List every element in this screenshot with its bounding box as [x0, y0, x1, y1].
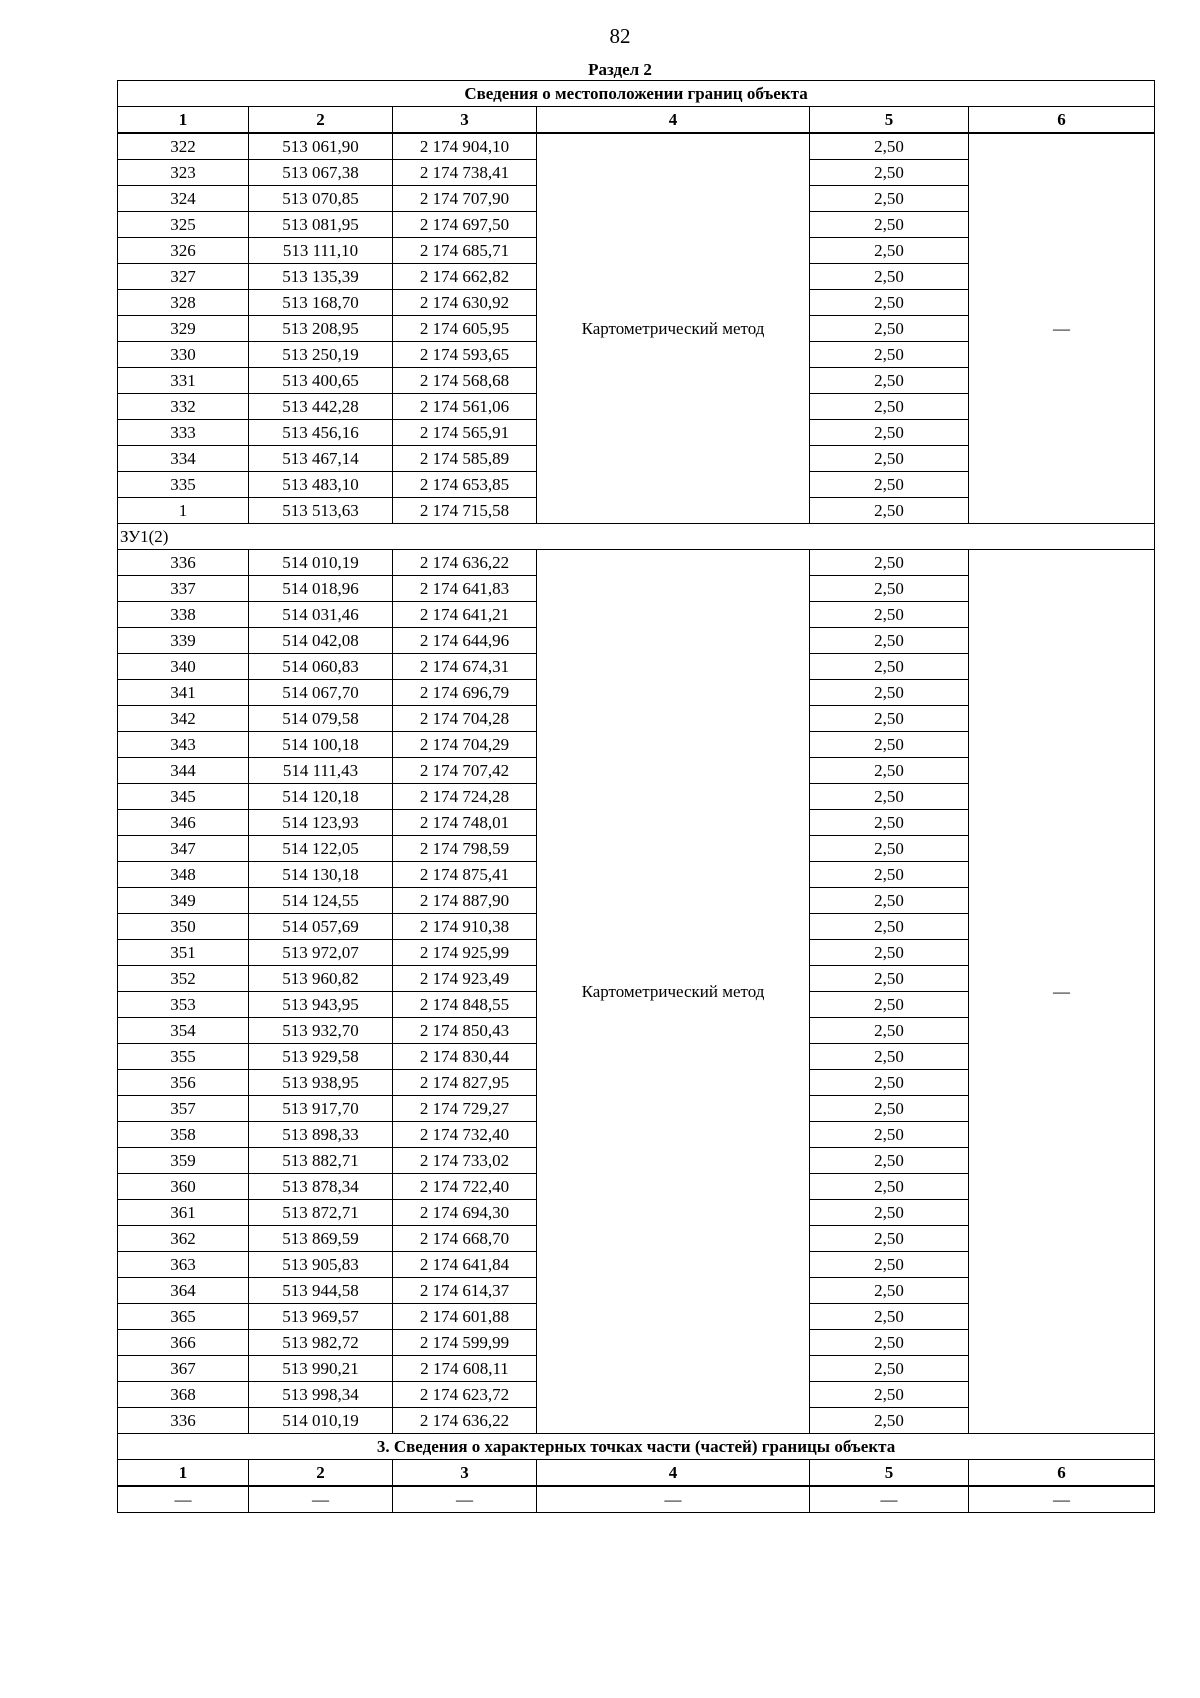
y-coordinate-cell: 2 174 644,96	[393, 628, 537, 654]
x-coordinate-cell: 513 960,82	[249, 966, 393, 992]
table-title: Сведения о местоположении границ объекта	[118, 81, 1155, 107]
y-coordinate-cell: 2 174 605,95	[393, 316, 537, 342]
x-coordinate-cell: 514 057,69	[249, 914, 393, 940]
x-coordinate-cell: 514 067,70	[249, 680, 393, 706]
accuracy-cell: 2,50	[810, 1330, 969, 1356]
x-coordinate-cell: 514 031,46	[249, 602, 393, 628]
point-number-cell: 355	[118, 1044, 249, 1070]
point-number-cell: 322	[118, 133, 249, 160]
x-coordinate-cell: 514 124,55	[249, 888, 393, 914]
method-cell: Картометрический метод	[537, 550, 810, 1434]
accuracy-cell: 2,50	[810, 472, 969, 498]
y-coordinate-cell: 2 174 704,28	[393, 706, 537, 732]
header-row	[118, 107, 1155, 134]
y-coordinate-cell: 2 174 601,88	[393, 1304, 537, 1330]
y-coordinate-cell: 2 174 674,31	[393, 654, 537, 680]
x-coordinate-cell: 514 123,93	[249, 810, 393, 836]
y-coordinate-cell: 2 174 585,89	[393, 446, 537, 472]
subgroup-label: ЗУ1(2)	[118, 524, 1155, 550]
y-coordinate-cell: 2 174 722,40	[393, 1174, 537, 1200]
point-number-cell: 334	[118, 446, 249, 472]
x-coordinate-cell: 513 943,95	[249, 992, 393, 1018]
boundary-table	[117, 80, 1155, 1513]
accuracy-cell: 2,50	[810, 628, 969, 654]
accuracy-cell: 2,50	[810, 1122, 969, 1148]
y-coordinate-cell: 2 174 614,37	[393, 1278, 537, 1304]
y-coordinate-cell: 2 174 593,65	[393, 342, 537, 368]
x-coordinate-cell: 513 442,28	[249, 394, 393, 420]
x-coordinate-cell: 513 982,72	[249, 1330, 393, 1356]
dash-cell: —	[393, 1486, 537, 1513]
y-coordinate-cell: 2 174 630,92	[393, 290, 537, 316]
point-number-cell: 348	[118, 862, 249, 888]
x-coordinate-cell: 513 111,10	[249, 238, 393, 264]
x-coordinate-cell: 513 400,65	[249, 368, 393, 394]
x-coordinate-cell: 513 067,38	[249, 160, 393, 186]
y-coordinate-cell: 2 174 910,38	[393, 914, 537, 940]
x-coordinate-cell: 514 111,43	[249, 758, 393, 784]
accuracy-cell: 2,50	[810, 394, 969, 420]
accuracy-cell: 2,50	[810, 1200, 969, 1226]
point-number-cell: 352	[118, 966, 249, 992]
point-number-cell: 353	[118, 992, 249, 1018]
accuracy-cell: 2,50	[810, 914, 969, 940]
x-coordinate-cell: 513 972,07	[249, 940, 393, 966]
accuracy-cell: 2,50	[810, 550, 969, 576]
point-number-cell: 358	[118, 1122, 249, 1148]
y-coordinate-cell: 2 174 830,44	[393, 1044, 537, 1070]
y-coordinate-cell: 2 174 641,83	[393, 576, 537, 602]
x-coordinate-cell: 513 944,58	[249, 1278, 393, 1304]
point-number-cell: 364	[118, 1278, 249, 1304]
y-coordinate-cell: 2 174 696,79	[393, 680, 537, 706]
accuracy-cell: 2,50	[810, 1044, 969, 1070]
subgroup-label-row	[118, 524, 1155, 550]
point-number-cell: 368	[118, 1382, 249, 1408]
y-coordinate-cell: 2 174 694,30	[393, 1200, 537, 1226]
accuracy-cell: 2,50	[810, 1278, 969, 1304]
accuracy-cell: 2,50	[810, 1096, 969, 1122]
y-coordinate-cell: 2 174 724,28	[393, 784, 537, 810]
accuracy-cell: 2,50	[810, 160, 969, 186]
accuracy-cell: 2,50	[810, 264, 969, 290]
y-coordinate-cell: 2 174 875,41	[393, 862, 537, 888]
header-cell: 5	[810, 107, 969, 134]
accuracy-cell: 2,50	[810, 1148, 969, 1174]
point-number-cell: 339	[118, 628, 249, 654]
y-coordinate-cell: 2 174 733,02	[393, 1148, 537, 1174]
header-cell: 4	[537, 107, 810, 134]
accuracy-cell: 2,50	[810, 862, 969, 888]
x-coordinate-cell: 513 990,21	[249, 1356, 393, 1382]
page-number: 82	[609, 24, 631, 48]
section-3-title-row	[118, 1434, 1155, 1460]
x-coordinate-cell: 514 100,18	[249, 732, 393, 758]
point-number-cell: 344	[118, 758, 249, 784]
section-3-row	[118, 1486, 1155, 1513]
accuracy-cell: 2,50	[810, 1408, 969, 1434]
y-coordinate-cell: 2 174 904,10	[393, 133, 537, 160]
accuracy-cell: 2,50	[810, 680, 969, 706]
x-coordinate-cell: 513 061,90	[249, 133, 393, 160]
header-cell: 4	[537, 1460, 810, 1487]
accuracy-cell: 2,50	[810, 238, 969, 264]
y-coordinate-cell: 2 174 565,91	[393, 420, 537, 446]
point-number-cell: 331	[118, 368, 249, 394]
accuracy-cell: 2,50	[810, 1382, 969, 1408]
accuracy-cell: 2,50	[810, 368, 969, 394]
point-number-cell: 332	[118, 394, 249, 420]
point-number-cell: 323	[118, 160, 249, 186]
x-coordinate-cell: 513 456,16	[249, 420, 393, 446]
point-number-cell: 340	[118, 654, 249, 680]
y-coordinate-cell: 2 174 636,22	[393, 550, 537, 576]
accuracy-cell: 2,50	[810, 1226, 969, 1252]
dash-cell: —	[810, 1486, 969, 1513]
accuracy-cell: 2,50	[810, 784, 969, 810]
method-cell: Картометрический метод	[537, 133, 810, 524]
y-coordinate-cell: 2 174 715,58	[393, 498, 537, 524]
header-cell: 1	[118, 107, 249, 134]
accuracy-cell: 2,50	[810, 706, 969, 732]
point-number-cell: 365	[118, 1304, 249, 1330]
accuracy-cell: 2,50	[810, 1070, 969, 1096]
point-number-cell: 347	[118, 836, 249, 862]
accuracy-cell: 2,50	[810, 420, 969, 446]
point-number-cell: 330	[118, 342, 249, 368]
point-number-cell: 335	[118, 472, 249, 498]
section-3-title: 3. Сведения о характерных точках части (частей) границы объекта	[118, 1434, 1155, 1460]
x-coordinate-cell: 513 168,70	[249, 290, 393, 316]
accuracy-cell: 2,50	[810, 1174, 969, 1200]
point-number-cell: 343	[118, 732, 249, 758]
y-coordinate-cell: 2 174 653,85	[393, 472, 537, 498]
accuracy-cell: 2,50	[810, 576, 969, 602]
y-coordinate-cell: 2 174 561,06	[393, 394, 537, 420]
accuracy-cell: 2,50	[810, 1018, 969, 1044]
accuracy-cell: 2,50	[810, 1252, 969, 1278]
point-number-cell: 350	[118, 914, 249, 940]
point-number-cell: 362	[118, 1226, 249, 1252]
dash-cell: —	[537, 1486, 810, 1513]
y-coordinate-cell: 2 174 729,27	[393, 1096, 537, 1122]
x-coordinate-cell: 513 208,95	[249, 316, 393, 342]
point-number-cell: 336	[118, 550, 249, 576]
accuracy-cell: 2,50	[810, 1304, 969, 1330]
y-coordinate-cell: 2 174 707,42	[393, 758, 537, 784]
y-coordinate-cell: 2 174 685,71	[393, 238, 537, 264]
header-cell: 2	[249, 1460, 393, 1487]
header-cell: 3	[393, 1460, 537, 1487]
point-number-cell: 337	[118, 576, 249, 602]
dash-cell: —	[249, 1486, 393, 1513]
point-number-cell: 360	[118, 1174, 249, 1200]
accuracy-cell: 2,50	[810, 342, 969, 368]
x-coordinate-cell: 514 130,18	[249, 862, 393, 888]
y-coordinate-cell: 2 174 798,59	[393, 836, 537, 862]
x-coordinate-cell: 513 898,33	[249, 1122, 393, 1148]
x-coordinate-cell: 514 042,08	[249, 628, 393, 654]
x-coordinate-cell: 514 010,19	[249, 1408, 393, 1434]
point-number-cell: 324	[118, 186, 249, 212]
column-6-cell: —	[969, 550, 1155, 1434]
header-cell: 1	[118, 1460, 249, 1487]
y-coordinate-cell: 2 174 704,29	[393, 732, 537, 758]
point-number-cell: 341	[118, 680, 249, 706]
point-number-cell: 1	[118, 498, 249, 524]
accuracy-cell: 2,50	[810, 654, 969, 680]
x-coordinate-cell: 513 872,71	[249, 1200, 393, 1226]
x-coordinate-cell: 513 882,71	[249, 1148, 393, 1174]
header-cell: 6	[969, 107, 1155, 134]
point-number-cell: 333	[118, 420, 249, 446]
y-coordinate-cell: 2 174 738,41	[393, 160, 537, 186]
x-coordinate-cell: 513 932,70	[249, 1018, 393, 1044]
y-coordinate-cell: 2 174 662,82	[393, 264, 537, 290]
point-number-cell: 336	[118, 1408, 249, 1434]
dash-cell: —	[118, 1486, 249, 1513]
x-coordinate-cell: 513 905,83	[249, 1252, 393, 1278]
point-number-cell: 327	[118, 264, 249, 290]
header-cell: 5	[810, 1460, 969, 1487]
accuracy-cell: 2,50	[810, 836, 969, 862]
accuracy-cell: 2,50	[810, 446, 969, 472]
x-coordinate-cell: 513 070,85	[249, 186, 393, 212]
accuracy-cell: 2,50	[810, 888, 969, 914]
accuracy-cell: 2,50	[810, 810, 969, 836]
y-coordinate-cell: 2 174 599,99	[393, 1330, 537, 1356]
y-coordinate-cell: 2 174 707,90	[393, 186, 537, 212]
point-number-cell: 325	[118, 212, 249, 238]
x-coordinate-cell: 513 081,95	[249, 212, 393, 238]
accuracy-cell: 2,50	[810, 758, 969, 784]
y-coordinate-cell: 2 174 697,50	[393, 212, 537, 238]
accuracy-cell: 2,50	[810, 498, 969, 524]
point-number-cell: 346	[118, 810, 249, 836]
x-coordinate-cell: 513 998,34	[249, 1382, 393, 1408]
y-coordinate-cell: 2 174 887,90	[393, 888, 537, 914]
point-number-cell: 349	[118, 888, 249, 914]
y-coordinate-cell: 2 174 568,68	[393, 368, 537, 394]
y-coordinate-cell: 2 174 641,84	[393, 1252, 537, 1278]
column-6-cell: —	[969, 133, 1155, 524]
x-coordinate-cell: 514 079,58	[249, 706, 393, 732]
x-coordinate-cell: 513 917,70	[249, 1096, 393, 1122]
x-coordinate-cell: 513 483,10	[249, 472, 393, 498]
x-coordinate-cell: 514 010,19	[249, 550, 393, 576]
table-row	[118, 550, 1155, 576]
point-number-cell: 363	[118, 1252, 249, 1278]
section-3-header-row	[118, 1460, 1155, 1487]
point-number-cell: 326	[118, 238, 249, 264]
x-coordinate-cell: 513 938,95	[249, 1070, 393, 1096]
y-coordinate-cell: 2 174 925,99	[393, 940, 537, 966]
accuracy-cell: 2,50	[810, 966, 969, 992]
header-cell: 2	[249, 107, 393, 134]
point-number-cell: 342	[118, 706, 249, 732]
y-coordinate-cell: 2 174 850,43	[393, 1018, 537, 1044]
point-number-cell: 329	[118, 316, 249, 342]
x-coordinate-cell: 514 018,96	[249, 576, 393, 602]
x-coordinate-cell: 513 929,58	[249, 1044, 393, 1070]
accuracy-cell: 2,50	[810, 1356, 969, 1382]
accuracy-cell: 2,50	[810, 212, 969, 238]
y-coordinate-cell: 2 174 827,95	[393, 1070, 537, 1096]
y-coordinate-cell: 2 174 641,21	[393, 602, 537, 628]
x-coordinate-cell: 513 513,63	[249, 498, 393, 524]
x-coordinate-cell: 513 878,34	[249, 1174, 393, 1200]
point-number-cell: 367	[118, 1356, 249, 1382]
accuracy-cell: 2,50	[810, 940, 969, 966]
x-coordinate-cell: 514 060,83	[249, 654, 393, 680]
point-number-cell: 357	[118, 1096, 249, 1122]
accuracy-cell: 2,50	[810, 602, 969, 628]
accuracy-cell: 2,50	[810, 186, 969, 212]
point-number-cell: 345	[118, 784, 249, 810]
point-number-cell: 338	[118, 602, 249, 628]
accuracy-cell: 2,50	[810, 732, 969, 758]
header-cell: 3	[393, 107, 537, 134]
header-cell: 6	[969, 1460, 1155, 1487]
section-title: Раздел 2	[588, 60, 652, 79]
point-number-cell: 328	[118, 290, 249, 316]
point-number-cell: 361	[118, 1200, 249, 1226]
x-coordinate-cell: 513 869,59	[249, 1226, 393, 1252]
table-row	[118, 133, 1155, 160]
x-coordinate-cell: 513 135,39	[249, 264, 393, 290]
y-coordinate-cell: 2 174 732,40	[393, 1122, 537, 1148]
y-coordinate-cell: 2 174 668,70	[393, 1226, 537, 1252]
y-coordinate-cell: 2 174 848,55	[393, 992, 537, 1018]
accuracy-cell: 2,50	[810, 290, 969, 316]
y-coordinate-cell: 2 174 636,22	[393, 1408, 537, 1434]
x-coordinate-cell: 513 467,14	[249, 446, 393, 472]
accuracy-cell: 2,50	[810, 316, 969, 342]
y-coordinate-cell: 2 174 608,11	[393, 1356, 537, 1382]
y-coordinate-cell: 2 174 923,49	[393, 966, 537, 992]
point-number-cell: 359	[118, 1148, 249, 1174]
x-coordinate-cell: 513 969,57	[249, 1304, 393, 1330]
x-coordinate-cell: 514 120,18	[249, 784, 393, 810]
accuracy-cell: 2,50	[810, 133, 969, 160]
point-number-cell: 354	[118, 1018, 249, 1044]
point-number-cell: 356	[118, 1070, 249, 1096]
accuracy-cell: 2,50	[810, 992, 969, 1018]
y-coordinate-cell: 2 174 623,72	[393, 1382, 537, 1408]
point-number-cell: 351	[118, 940, 249, 966]
x-coordinate-cell: 514 122,05	[249, 836, 393, 862]
dash-cell: —	[969, 1486, 1155, 1513]
point-number-cell: 366	[118, 1330, 249, 1356]
y-coordinate-cell: 2 174 748,01	[393, 810, 537, 836]
x-coordinate-cell: 513 250,19	[249, 342, 393, 368]
